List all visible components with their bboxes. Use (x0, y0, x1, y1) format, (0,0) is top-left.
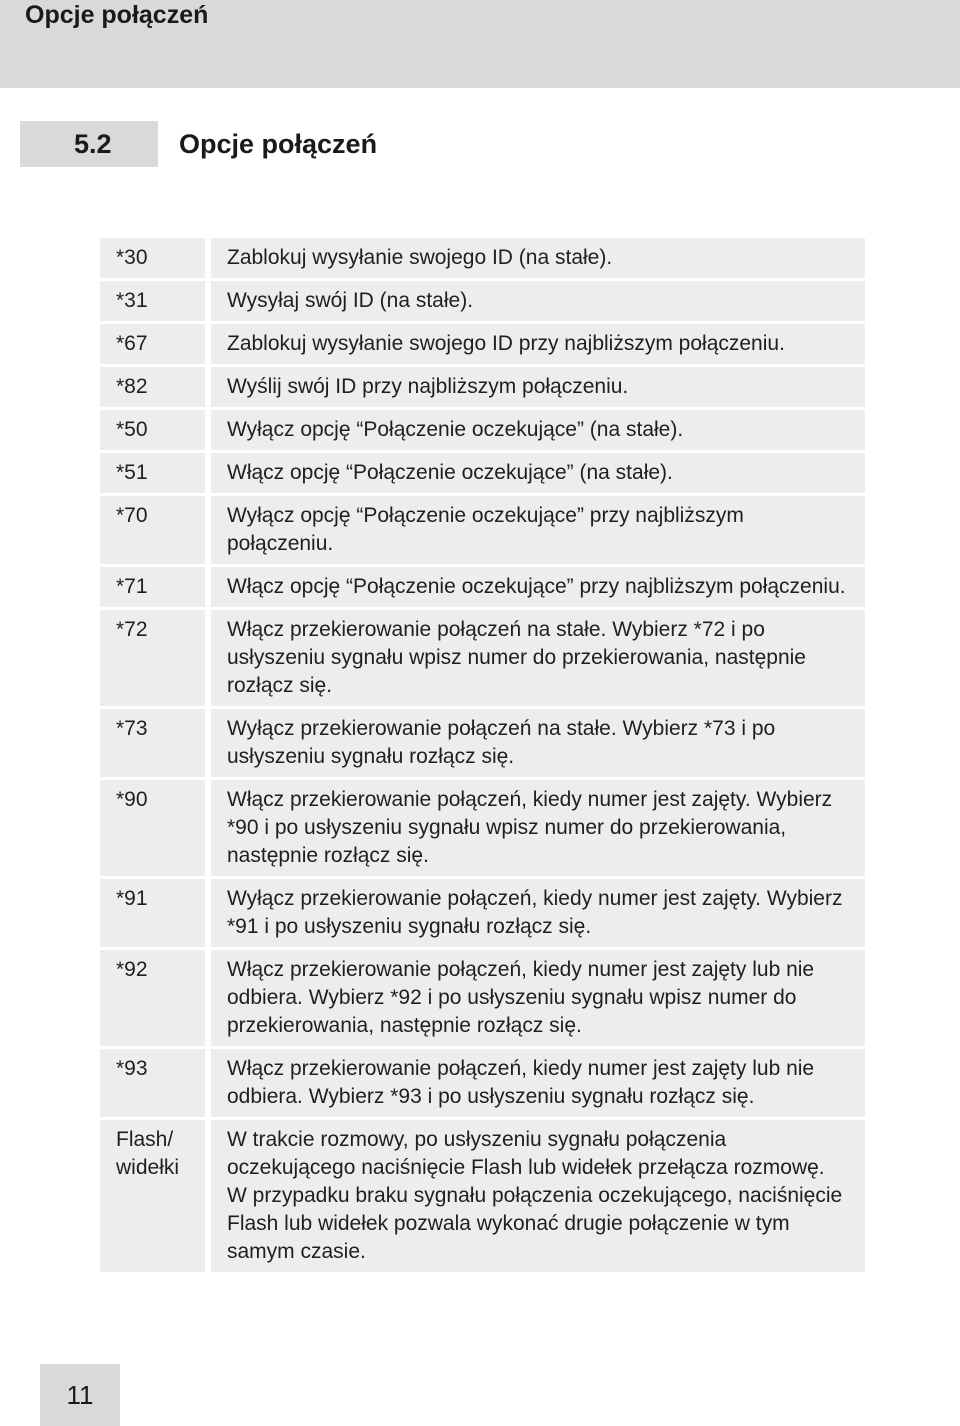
code-cell: *50 (100, 410, 211, 450)
table-row (100, 410, 865, 450)
code-cell: Flash/ widełki (100, 1120, 211, 1272)
description-cell: Włącz przekierowanie połączeń, kiedy numer jest zajęty lub nie odbiera. Wybierz *93 i po usłyszeniu sygnału rozłącz się. (211, 1049, 865, 1117)
code-cell: *67 (100, 324, 211, 364)
description-cell: Zablokuj wysyłanie swojego ID przy najbliższym połączeniu. (211, 324, 865, 364)
table-row (100, 367, 865, 407)
running-header-title: Opcje połączeń (25, 1, 209, 29)
description-cell: Wyślij swój ID przy najbliższym połączeniu. (211, 367, 865, 407)
description-cell: Wysyłaj swój ID (na stałe). (211, 281, 865, 321)
code-cell: *92 (100, 950, 211, 1046)
code-cell: *30 (100, 238, 211, 278)
code-cell: *73 (100, 709, 211, 777)
table-row (100, 950, 865, 1046)
table-row (100, 567, 865, 607)
code-cell: *71 (100, 567, 211, 607)
code-cell: *91 (100, 879, 211, 947)
code-cell: *31 (100, 281, 211, 321)
section-title: Opcje połączeń (179, 129, 378, 159)
table-row (100, 1120, 865, 1272)
description-cell: Wyłącz przekierowanie połączeń, kiedy numer jest zajęty. Wybierz *91 i po usłyszeniu sygnału rozłącz się. (211, 879, 865, 947)
table-row (100, 453, 865, 493)
description-cell: Włącz przekierowanie połączeń, kiedy numer jest zajęty lub nie odbiera. Wybierz *92 i po usłyszeniu sygnału wpisz numer do przekierowania, następnie rozłącz się. (211, 950, 865, 1046)
table-row (100, 281, 865, 321)
page-number: 11 (66, 1380, 94, 1410)
section-number: 5.2 (74, 129, 112, 159)
page-number-box (40, 1364, 120, 1426)
code-cell: *93 (100, 1049, 211, 1117)
description-cell: Włącz przekierowanie połączeń na stałe. Wybierz *72 i po usłyszeniu sygnału wpisz numer do przekierowania, następnie rozłącz się. (211, 610, 865, 706)
table-row (100, 610, 865, 706)
description-cell: Wyłącz opcję “Połączenie oczekujące” (na stałe). (211, 410, 865, 450)
description-cell: Wyłącz przekierowanie połączeń na stałe. Wybierz *73 i po usłyszeniu sygnału rozłącz się. (211, 709, 865, 777)
code-cell: *90 (100, 780, 211, 876)
table-row (100, 238, 865, 278)
table-row (100, 496, 865, 564)
call-options-table-body (100, 238, 865, 1272)
description-cell: Włącz opcję “Połączenie oczekujące” (na stałe). (211, 453, 865, 493)
code-cell: *70 (100, 496, 211, 564)
code-cell: *51 (100, 453, 211, 493)
table-row (100, 709, 865, 777)
description-cell: Włącz przekierowanie połączeń, kiedy numer jest zajęty. Wybierz *90 i po usłyszeniu sygnału wpisz numer do przekierowania, następnie rozłącz się. (211, 780, 865, 876)
table-row (100, 1049, 865, 1117)
call-options-table (100, 235, 865, 1275)
description-cell: Wyłącz opcję “Połączenie oczekujące” przy najbliższym połączeniu. (211, 496, 865, 564)
description-cell: Włącz opcję “Połączenie oczekujące” przy najbliższym połączeniu. (211, 567, 865, 607)
table-row (100, 324, 865, 364)
description-cell: Zablokuj wysyłanie swojego ID (na stałe). (211, 238, 865, 278)
code-cell: *72 (100, 610, 211, 706)
description-cell: W trakcie rozmowy, po usłyszeniu sygnału połączenia oczekującego naciśnięcie Flash lub widełek przełącza rozmowę. W przypadku braku sygnału połączenia oczekującego, naciśnięcie Flash lub widełek pozwala wykonać drugie połączenie w tym samym czasie. (211, 1120, 865, 1272)
table-row (100, 780, 865, 876)
code-cell: *82 (100, 367, 211, 407)
table-row (100, 879, 865, 947)
